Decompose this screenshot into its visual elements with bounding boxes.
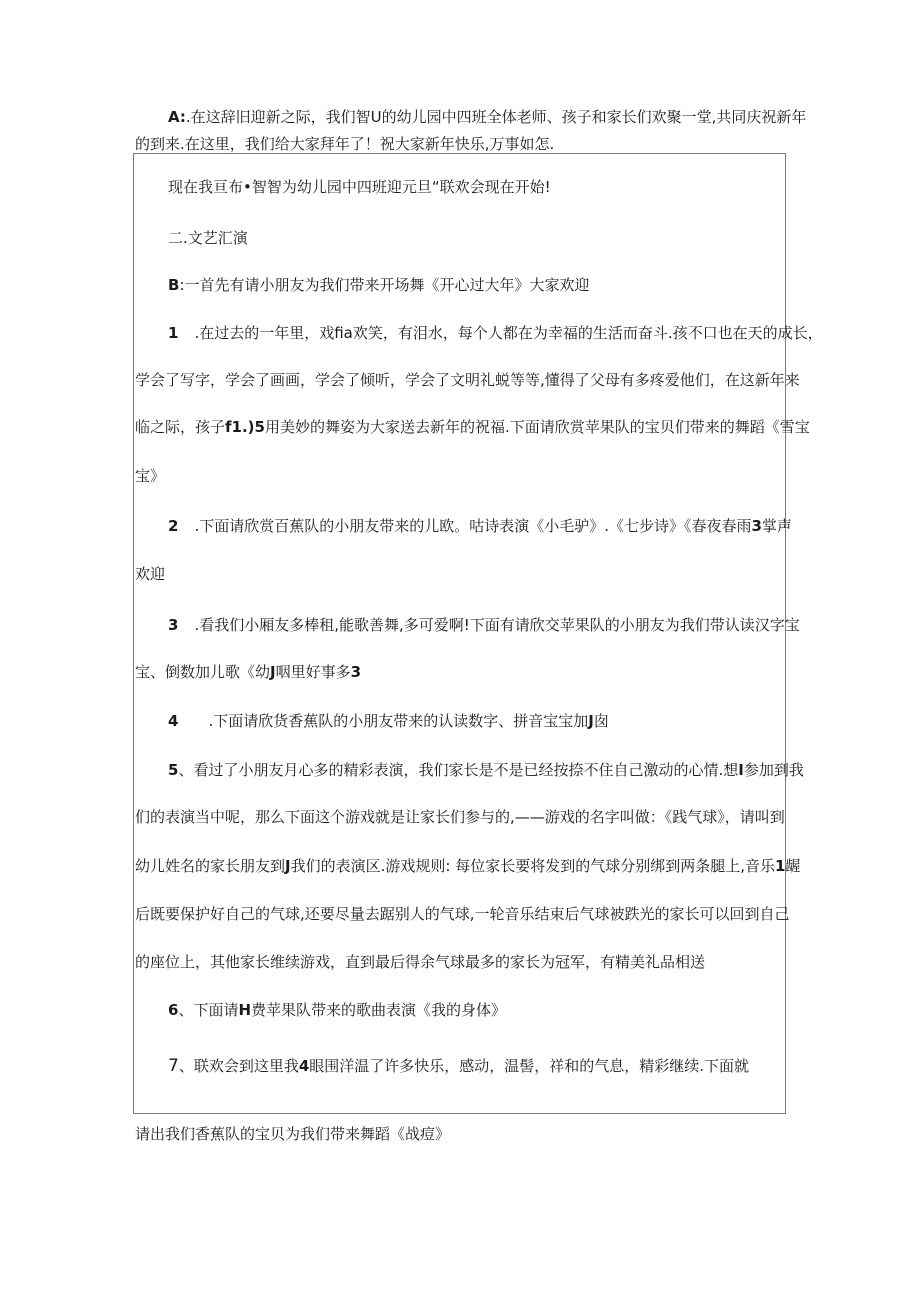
item-5-text-3a: 幼儿姓名的家长朋友到 xyxy=(135,857,286,875)
item-5-text-1b: I xyxy=(738,761,744,779)
item-5-line-5: 的座位上，其他家长维续游戏，直到最后得余气球最多的家长为冠军，有精美礼品相送 xyxy=(135,953,706,971)
section-heading: 二.文艺汇演 xyxy=(168,229,248,247)
item-3-line-2 xyxy=(135,662,361,682)
item-1-line-3 xyxy=(135,417,810,437)
item-6-text-a: 、下面请 xyxy=(178,1001,239,1019)
item-6-text-b: H xyxy=(238,1001,252,1019)
item-7-number: 7 xyxy=(168,1056,179,1076)
speaker-b-text: :一首先有请小朋友为我们带来开场舞《开心过大年》大家欢迎 xyxy=(179,276,590,294)
item-5-text-1c: 参加到我 xyxy=(743,761,804,779)
item-3-text-2d: 3 xyxy=(350,663,362,681)
item-6-number: 6 xyxy=(168,1001,179,1019)
item-3-text-2a: 宝、倒数加儿歌《幼 xyxy=(135,663,271,681)
item-2-number: 2 xyxy=(168,517,179,535)
item-1-line-1 xyxy=(168,323,823,343)
item-5-line-2: 们的表演当中呢，那么下面这个游戏就是让家长们参与的,——游戏的名字叫做：《践气球》，请叫到 xyxy=(135,808,785,826)
item-7-text-a: 、联欢会到这里我 xyxy=(178,1057,299,1075)
item-3-text-1: .看我们小厢友多棒租,能歌善舞,多可爱啊!下面有请欣交苹果队的小朋友为我们带认读汉字宝 xyxy=(194,616,800,634)
item-7-line xyxy=(168,1056,749,1076)
item-2-text-1c: 掌声 xyxy=(761,517,792,535)
item-5-text-3d: 1 xyxy=(774,857,786,875)
item-4-text-1b: J xyxy=(588,712,594,730)
intro-line-1 xyxy=(168,107,806,127)
item-1-number: 1 xyxy=(168,324,179,342)
item-5-text-1a: 、看过了小朋友月心多的精彩表演，我们家长是不是已经按捺不住自己激动的心情.想 xyxy=(178,761,739,779)
item-4-text-1a: .下面请欣货香蕉队的小朋友带来的认读数字、拼音宝宝加 xyxy=(208,712,589,730)
item-1-line-2: 学会了写字，学会了画画，学会了倾听，学会了文明礼蜕等等,懂得了父母有多疼爱他们，在这新年来 xyxy=(135,371,800,389)
item-2-text-1a: .下面请欣赏百蕉队的小朋友带来的儿欧。咕诗表演《小毛驴》.《七步诗》《春夜春雨 xyxy=(194,517,752,535)
item-2-text-1b: 3 xyxy=(751,517,762,535)
item-1-text-3b: f1.)5 xyxy=(225,418,265,436)
item-7-text-c: 眼围洋温了许多快乐，感动，温髻，祥和的气息，精彩继续.下面就 xyxy=(309,1057,750,1075)
item-3-line-1 xyxy=(168,615,800,635)
opening-announcement: 现在我亘布•智智为幼儿园中四班迎元旦“联欢会现在开始! xyxy=(168,178,551,196)
item-5-text-3b: J xyxy=(285,857,291,875)
item-1-text-3c: 用美妙的舞姿为大家送去新年的祝福.下面请欣赏苹果队的宝贝们带来的舞蹈《雪宝 xyxy=(264,418,810,436)
item-5-line-4: 后既要保护好自己的气球,还要尽量去踞别人的气球,一轮音乐结束后气球被跌光的家长可以回到自己 xyxy=(135,905,790,923)
item-6-line xyxy=(168,1000,506,1020)
item-3-number: 3 xyxy=(168,616,179,634)
item-5-line-1 xyxy=(168,760,804,780)
item-5-line-3 xyxy=(135,856,800,876)
footer-line: 请出我们香蕉队的宝贝为我们带来舞蹈《战痘》 xyxy=(135,1125,451,1143)
item-5-number: 5 xyxy=(168,761,179,779)
item-5-text-3e: 龌 xyxy=(785,857,801,875)
intro-line-2: 的到来.在这里，我们给大家拜年了！祝大家新年快乐,万事如怎. xyxy=(135,135,555,153)
item-3-text-2b: J xyxy=(270,663,276,681)
item-7-text-b: 4 xyxy=(298,1057,310,1075)
item-2-line-1 xyxy=(168,516,792,536)
item-2-line-2: 欢迎 xyxy=(135,565,166,583)
intro-text-1: .在这辞旧迎新之际，我们智U的幼儿园中四班全体老师、孩子和家长们欢聚一堂,共同庆祝新年 xyxy=(185,108,807,126)
item-1-line-4: 宝》 xyxy=(135,467,166,485)
item-4-text-1c: 囱 xyxy=(593,712,609,730)
item-4-line-1 xyxy=(168,711,609,731)
speaker-b-line xyxy=(168,275,590,295)
speaker-a-label: A: xyxy=(168,108,186,126)
item-3-text-2c: 咽里好事多 xyxy=(275,663,351,681)
speaker-b-label: B xyxy=(168,276,180,294)
item-5-text-3c: 我们的表演区.游戏规则: 每位家长要将发到的气球分别绑到两条腿上,音乐 xyxy=(290,857,775,875)
item-6-text-c: 费苹果队带来的歌曲表演《我的身体》 xyxy=(251,1001,507,1019)
item-1-text-3a: 临之际，孩子 xyxy=(135,418,226,436)
item-1-text-1: .在过去的一年里，戏fia欢笑，有泪水，每个人都在为幸福的生活而奋斗.孩不口也在天的成长， xyxy=(194,324,823,342)
item-4-number: 4 xyxy=(168,712,179,730)
